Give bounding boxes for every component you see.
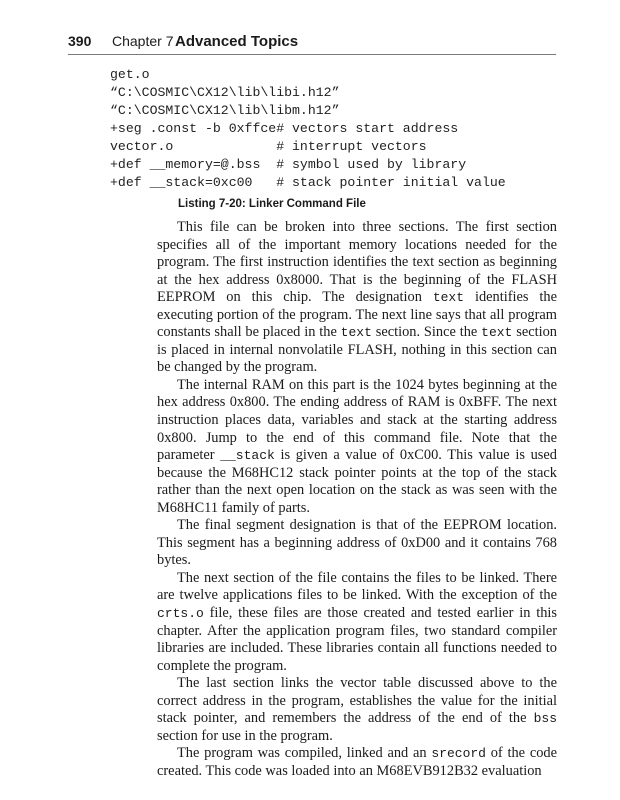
text-run: section. Since the [371,324,482,341]
running-header [68,31,556,53]
text-run: The last section links the vector table discussed above to the correct address in the program, establishes the value for the initial stack pointer, and remembers the address of the end of the [157,675,557,727]
code-term: text [340,325,372,341]
text-run: of the code created. This code was loaded into an M68EVB912B32 evaluation [157,745,558,779]
code-term: srecord [431,746,486,762]
paragraph [157,377,557,517]
chapter-label: Chapter 7 [112,33,174,49]
text-run: is given a value of 0xC00. This value is used because the M68HC12 stack pointer points at the top of the stack rather than the next open location on the stack as was seen with the M68HC11 family of parts. [157,447,557,516]
chapter-title: Advanced Topics [175,33,299,50]
paragraph [157,675,557,745]
code-line: “C:\COSMIC\CX12\lib\libm.h12” [110,103,340,118]
header-rule [68,54,556,55]
text-run: The program was compiled, linked and an [177,745,432,762]
text-run: This file can be broken into three sections. The first section specifies all of the important memory locations needed for the program. The first instruction identifies the text section as beginning at the hex address 0x8000. That is the beginning of the FLASH EEPROM on this chip. The designation [157,219,557,306]
paragraph [157,745,557,780]
code-term: text [481,325,513,341]
page-number: 390 [68,33,92,49]
paragraph [157,570,557,675]
listing-caption: Listing 7-20: Linker Command File [178,198,366,210]
code-line: +def __stack=0xc00 # stack pointer initial value [110,175,506,190]
text-run: section is placed in internal nonvolatile FLASH, nothing in this section can be changed by the program. [157,324,557,376]
text-run: The internal RAM on this part is the 1024 bytes beginning at the hex address 0x800. The ending address of RAM is 0xBFF. The next instruction places data, variables and stack at the starting address 0x800. Jump to the end of this command file. Note that the parameter [157,376,557,464]
code-line: get.o [110,67,150,82]
text-run: identifies the executing portion of the program. The next line says that all program constants shall be placed in the [157,289,557,341]
code-listing [110,66,560,192]
code-line: vector.o # interrupt vectors [110,139,427,154]
text-run: The next section of the file contains the files to be linked. There are twelve applications files to be linked. With the exception of the [157,569,557,604]
paragraph: The final segment designation is that of the EEPROM location. This segment has a beginning address of 0xD00 and it contains 768 bytes. [157,517,557,569]
text-run: section for use in the program. [157,727,333,744]
code-line: +def __memory=@.bss # symbol used by library [110,157,467,172]
code-line: “C:\COSMIC\CX12\lib\libi.h12” [110,85,340,100]
text-run: file, these files are those created and tested earlier in this chapter. After the application program files, two standard compiler libraries are included. These libraries contain all functions needed to complete the program. [157,605,557,674]
code-line: +seg .const -b 0xffce# vectors start address [110,121,459,136]
body-text [157,219,557,781]
paragraph [157,219,557,377]
code-term: crts.o [157,606,204,622]
code-term: bss [533,711,557,727]
code-term: __stack [220,448,275,464]
code-term: text [432,290,465,306]
